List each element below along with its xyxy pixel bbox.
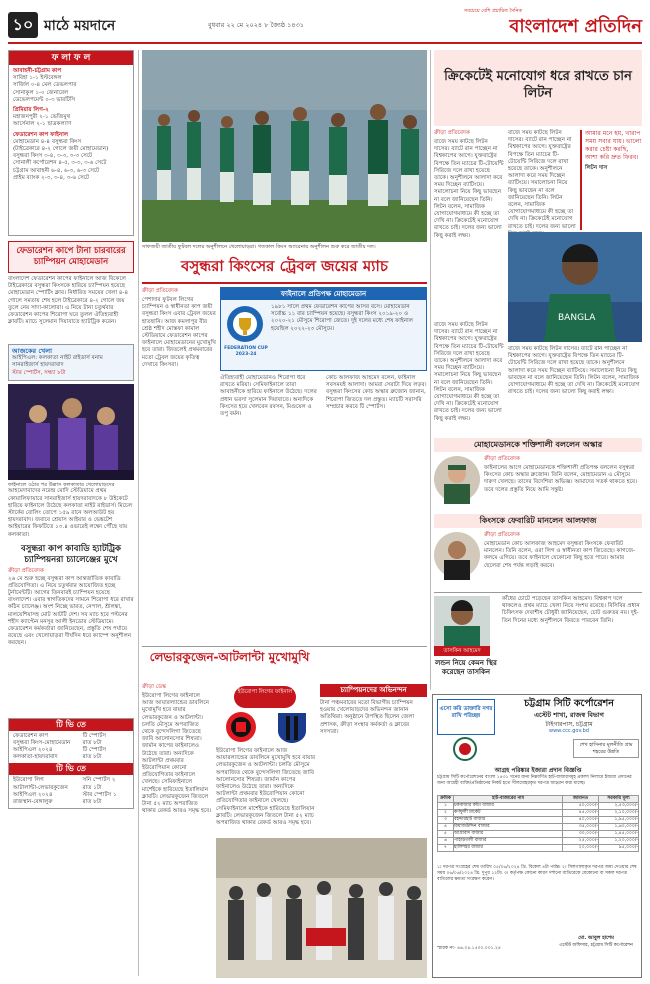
table-cell: ১,২০,০০০/- <box>599 838 639 845</box>
ad-terms: ১। দরপত্র সংগ্রহের শেষ তারিখ ০৫/০৬/২০২৪ খ্রি. বিকেল ৪টা পর্যন্ত। ২। সিলগালাকৃত দরপত্র জমা দেওয়ার শেষ সময় ০৬/০৬/২০২৪ খ্রি. দুপুর ১২টা। ৩। কর্তৃপক্ষ কোনো কারণ দর্শানো ব্যতিরেকে যেকোনো বা সকল দরপত্র বাতিলের ক্ষমতা সংরক্ষণ করেন। <box>437 865 637 882</box>
table-cell: ৬ <box>438 838 454 845</box>
table-cell: চকবাজার কাঁচা বাজার <box>454 803 563 810</box>
oscar-body: ফাইনালের আগে মোহামেডানকে শক্তিশালী প্রতিপক্ষ বললেন বসুন্ধরা কিংসের কোচ অস্কার ব্রুজোন। তিনি বলেন, মোহামেডান এ মৌসুমে দারুণ খেলছে। তাদের বিদেশিরা অভিজ্ঞ। আমাদের সতর্ক থাকতে হবে। তবে দলের প্রস্তুতি নিয়ে আমি সন্তুষ্ট। <box>484 465 637 493</box>
oscar-headline: মোহামেডানকে শক্তিশালী বললেন অস্কার <box>473 440 603 449</box>
litton-headline: ক্রিকেটেই মনোযোগ ধরে রাখতে চান লিটন <box>444 69 632 101</box>
table-cell: পাহাড়তলী বাজার <box>454 838 563 845</box>
champions-photo <box>216 838 427 978</box>
masthead-logo <box>462 8 642 38</box>
tv-item: আইপিএল ২০২৪ <box>13 746 53 753</box>
litton-quote <box>580 130 642 230</box>
final-info-box <box>220 287 427 371</box>
table-cell: ১,৯৫,০০০/- <box>599 817 639 824</box>
cricketer-image <box>508 232 642 342</box>
brand-tagline: সবচেয়ে বেশি প্রচারিত দৈনিক <box>463 8 522 14</box>
leverkusen-body-2: ইউরোপা লিগের ফাইনালে আজ আয়ারল্যান্ডের ডাবলিনে মুখোমুখি হবে বায়ার লেভারকুজেন ও আটলান্টা। চলতি মৌসুমে অপরাজিত থেকে বুন্দেসলিগা জিতেছে জাবি আলোনসোর শিষ্যরা। জার্মান কাপের ফাইনালেও উঠেছে তারা। অন্যদিকে আটলান্টা প্রথমবার ইউরোপিয়ান কোনো প্রতিযোগিতার ফাইনালে খেলছে। সেমিফাইনালে মার্শেইকে হারিয়েছে ইতালিয়ান ক্লাবটি। লেভারকুজেন জিতলে টানা ৫২ ম্যাচ অপরাজিত থাকার রেকর্ড আরও সমৃদ্ধ হবে। <box>216 748 316 827</box>
football-team-image <box>142 50 427 242</box>
table-row <box>438 824 639 831</box>
oscar-byline: ক্রীড়া প্রতিবেদক <box>484 456 520 462</box>
result-line: সাবিহা ১-১ ইস্টবেঙ্গল <box>13 75 62 82</box>
tv-item: কলকাতা-হায়দরাবাদ <box>13 754 58 761</box>
final-banner: ফাইনালে প্রতিপক্ষ মোহামেডান <box>221 288 426 300</box>
tv-item: সনি স্পোর্টস ২ <box>82 777 116 784</box>
date-line: বুধবার ২২ মে ২০২৪ ৮ জ্যৈষ্ঠ ১৪৩১ <box>208 21 304 29</box>
alfaz-header <box>434 514 642 528</box>
quote-text: আমার মনে হয়, খারাপ সময় সবার যায়। ভালো করার চেষ্টা করছি, আশা করি দ্রুত ফিরব। <box>585 130 642 161</box>
alfaz-avatar <box>434 532 480 578</box>
oscar-avatar <box>434 456 480 502</box>
tv-list <box>9 731 133 764</box>
ad-small-box: এসো করি ডাক্তারি নগর রাখি পরিচ্ছন্ন <box>437 699 495 735</box>
result-head-3: ফেডারেশন কাপ ফাইনাল <box>13 131 69 138</box>
kkr-photo <box>8 384 134 480</box>
table-cell: ৩ <box>438 817 454 824</box>
alfaz-byline: ক্রীড়া প্রতিবেদক <box>484 532 520 538</box>
ceremony-image <box>216 838 427 978</box>
table-cell: ২৫,০০০/- <box>563 838 599 845</box>
table-row <box>438 831 639 838</box>
team-photo-caption: সাফজয়ী জাতীয় ফুটবল দলের অনুশীলনে খেলোয়াড়রা। গতকাল কিংস অ্যারেনায় অনুশীলন শুরু করে জাতীয় দল। <box>142 244 376 250</box>
jersey-text: BANGLA <box>558 313 596 323</box>
leverkusen-byline: ক্রীড়া ডেস্ক <box>142 684 167 690</box>
champions-body: টানা পঞ্চমবারের মতো বিভাগীয় চ্যাম্পিয়ন হওয়ায় খেলোয়াড়দের অভিনন্দন জানান অতিথিরা। অনুষ্ঠানে উপস্থিত ছিলেন জেলা প্রশাসক, ক্রীড়া সংস্থার কর্মকর্তা ও ক্লাবের সদস্যরা। <box>320 700 415 735</box>
ad-slogan: শেখ হাসিনার মূলনীতি গ্রাম শহরের উন্নতি <box>573 739 639 758</box>
main-body-3: কোচ আলফাজ আহমেদ বলেন, ফাইনাল সবসময়ই আলাদা। আমরা সেরাটা দিয়ে লড়ব। বসুন্ধরা কিংসের কোচ অস্কার ব্রুজোন জানান, শিরোপা জিততে দল প্রস্তুত। ম্যাচটি সরাসরি সম্প্রচার করবে টি স্পোর্টস। <box>326 375 427 410</box>
result-line: মোহামেডান ৪-৪ বসুন্ধরা কিংস <box>13 138 82 145</box>
alfaz-headline: কিংসকে ফেবারিট মানলেন আলফাজ <box>479 516 597 525</box>
table-col: হাট-বাজারের নাম <box>454 796 563 803</box>
europa-final-badge: ইউরোপা লিগের ফাইনাল <box>234 686 296 708</box>
tv-title-2: টি ভি তে <box>9 763 133 775</box>
main-headline: বসুন্ধরা কিংসের ট্রেবল জয়ের ম্যাচ <box>181 257 388 275</box>
table-cell: আগ্রাবাদ বাজার <box>454 831 563 838</box>
table-cell: ২,৫৩,০০০/- <box>599 803 639 810</box>
table-cell: বহদ্দারহাট বাজার <box>454 817 563 824</box>
tv-item: টি স্পোর্টস <box>82 746 107 753</box>
result-line: সার্জিল ০-৪ মেল ডেভলপার <box>13 82 77 89</box>
celebration-image <box>8 384 134 480</box>
litton-byline: ক্রীড়া প্রতিবেদক <box>434 130 470 136</box>
table-cell: ২০,০০০/- <box>563 845 599 852</box>
ad-signature-block <box>553 935 639 949</box>
tv-item: টি স্পোর্টস <box>82 732 107 739</box>
table-cell: ১ <box>438 803 454 810</box>
page-number: ১০ <box>8 12 38 38</box>
tv-item: রাত ৮টা <box>82 798 102 805</box>
table-col: সরকারি মূল্য <box>599 796 639 803</box>
result-line: মহাজনপুরী ২-১ ভেজিমুথ <box>13 114 71 121</box>
ad-memo: স্মারক নং- ৪৬.০৪.১৫০০.০০১.২৪ <box>437 946 501 951</box>
city-corporation-ad <box>432 694 642 978</box>
result-line: আর্সেনাল ২-১ ছাত্রকল্যাণ <box>13 121 72 128</box>
results-list <box>9 65 133 185</box>
table-cell: ১,৬০,০০০/- <box>599 824 639 831</box>
main-col-2 <box>220 375 320 639</box>
today-match-box <box>8 344 134 381</box>
litton-photo <box>508 232 642 342</box>
result-line: বসুন্ধরা কিংস ৩-৪, ৩-৩, ৩-৩ সেটে <box>13 153 93 160</box>
kabaddi-headline: বসুন্ধরা কাপ কাবাডি হ্যাটট্রিক চ্যাম্পিয়নরা চ্যালেঞ্জের মুখে <box>20 544 121 566</box>
ad-signature-name: মো. আবুল হাশেম <box>578 935 614 941</box>
results-box <box>8 50 134 236</box>
team-photo <box>142 50 427 242</box>
story-body: বাংলাদেশ ফেডারেশন কাপের ফাইনালে আজ বিকেলে টাইব্রেকারে বসুন্ধরা কিংসকে হারিয়ে চ্যাম্পিয়ন হয়েছে মোহামেডান স্পোর্টিং ক্লাব। নির্ধারিত সময়ের খেলা ৪-৪ গোলে সমতায় শেষ হলে টাইব্রেকারে ৪-২ গোলে জয় তুলে নেয় সাদা-কালোরা। এ নিয়ে টানা চতুর্থবার ফেডারেশন কাপের শিরোপা ঘরে তুলল ঐতিহ্যবাহী ক্লাবটি। ম্যাচে সুলেমান দিয়াবাতে হ্যাটট্রিক করেন। <box>8 276 129 326</box>
tv-item: রাত ১টা <box>82 784 102 791</box>
litton-body-4: বাজে সময় কাটছে লিটন দাসের। ব্যাটে রান পাচ্ছেন না বিশ্বকাপের আগে। যুক্তরাষ্ট্রের বিপক্ষে তিন ম্যাচের টি-টোয়েন্টি সিরিজে দলে রাখা হয়েছে তাকে। অনুশীলনে আলাদা করে সময় দিচ্ছেন ব্যাটিংয়ে। সমালোচনা নিয়ে কিছু ভাবছেন না বলে জানিয়েছেন তিনি। লিটন বলেন, সামাজিক যোগাযোগমাধ্যমে কী হচ্ছে তা দেখি না। ক্রিকেটেই মনোযোগ রাখতে চাই। দলের জন্য ভালো কিছু করাই লক্ষ্য। <box>508 346 640 396</box>
result-line: সোনাকুল ১-০ জেনারেল <box>13 89 69 96</box>
oscar-header <box>434 438 642 452</box>
divider <box>142 646 427 647</box>
page-header <box>8 8 642 44</box>
tv-title: টি ভি তে <box>9 719 133 731</box>
table-cell: ৯৫,০০০/- <box>599 845 639 852</box>
main-body-2: ঐতিহ্যবাহী মোহামেডানও শিরোপা ধরে রাখতে মরিয়া। সেমিফাইনালে তারা আবাহনীকে হারিয়ে ফাইনালে উঠেছে। দলের প্রধান ভরসা সুলেমান দিয়াবাতে। অন্যদিকে কিংসের হয়ে খেলবেন রবসন, মিগুয়েল ও তপু বর্মন। <box>220 375 317 418</box>
tv-item: রাত ৮টা <box>82 739 102 746</box>
section-title: মাঠে ময়দানে <box>44 18 116 34</box>
result-line: প্রাইম ব্যাংক ২-৩, ৩-৪, ৩-৬ সেটে <box>13 174 90 181</box>
ad-table <box>437 795 639 852</box>
column-divider <box>430 50 431 690</box>
today-title: আজকের খেলা <box>12 347 53 355</box>
litton-body-3: বাজে সময় কাটছে লিটন দাসের। ব্যাটে রান পাচ্ছেন না বিশ্বকাপের আগে। যুক্তরাষ্ট্রের বিপক্ষে তিন ম্যাচের টি-টোয়েন্টি সিরিজে দলে রাখা হয়েছে তাকে। অনুশীলনে আলাদা করে সময় দিচ্ছেন ব্যাটিংয়ে। সমালোচনা নিয়ে কিছু ভাবছেন না বলে জানিয়েছেন তিনি। লিটন বলেন, সামাজিক যোগাযোগমাধ্যমে কী হচ্ছে তা দেখি না। ক্রিকেটেই মনোযোগ রাখতে চাই। দলের জন্য ভালো কিছু করাই লক্ষ্য। <box>434 322 504 422</box>
headline-rule <box>142 282 427 284</box>
tv-list-2 <box>9 775 133 808</box>
ad-intro: চট্টগ্রাম সিটি কর্পোরেশনের বাংলা ১৪৩১ সনের জন্য নিম্নবর্ণিত হাট-বাজারসমূহ প্রকাশ্য নিলামে ইজারা প্রদানের জন্য আগ্রহী ব্যক্তি/প্রতিষ্ঠানের নিকট হতে সীলমোহরকৃত দরপত্র আহ্বান করা যাচ্ছে। <box>437 775 632 786</box>
litton-header <box>434 50 642 126</box>
result-line: সোনালী কর্পোরেশন ৪-৫, ৩-৩, ৩-৬ সেটে <box>13 160 107 167</box>
table-col: জামানত <box>563 796 599 803</box>
ad-place: টাইগারপাস, চট্টগ্রাম <box>545 721 593 728</box>
ad-signature-title: এস্টেট অফিসার, চট্টগ্রাম সিটি কর্পোরেশন <box>559 943 633 948</box>
table-row <box>438 845 639 852</box>
table-cell: রিয়াজউদ্দিন বাজার <box>454 824 563 831</box>
table-cell: ৫০,০০০/- <box>563 803 599 810</box>
club-crests <box>216 684 316 744</box>
main-byline: ক্রীড়া প্রতিবেদক <box>142 288 178 294</box>
today-channel: স্টার স্পোর্টস, সন্ধ্যা ৮টা <box>12 369 66 376</box>
ad-notice: আগ্রহ পরিষ্কার ইজারা প্রদান বিজ্ঞপ্তি <box>494 767 582 774</box>
left-column <box>8 50 134 809</box>
table-cell: ৭ <box>438 845 454 852</box>
quote-author: লিটন দাস <box>585 165 608 171</box>
today-line: আইপিএল: কলকাতা নাইট রাইডার্স বনাম সানরাইজার্স হায়দরাবাদ <box>12 355 103 369</box>
table-cell: ৪ <box>438 824 454 831</box>
table-cell: ২ <box>438 810 454 817</box>
result-line: ডেভেলপমেন্ট ০-৩ ভারটিসি <box>13 96 76 103</box>
main-col-1 <box>142 297 216 639</box>
tv-item: রাত ৮টা <box>82 754 102 761</box>
litton-body-2: বাজে সময় কাটছে লিটন দাসের। ব্যাটে রান পাচ্ছেন না বিশ্বকাপের আগে। যুক্তরাষ্ট্রের বিপক্ষে তিন ম্যাচের টি-টোয়েন্টি সিরিজে দলে রাখা হয়েছে তাকে। অনুশীলনে আলাদা করে সময় দিচ্ছেন ব্যাটিংয়ে। সমালোচনা নিয়ে কিছু ভাবছেন না বলে জানিয়েছেন তিনি। লিটন বলেন, সামাজিক যোগাযোগমাধ্যমে কী হচ্ছে তা দেখি না। ক্রিকেটেই মনোযোগ রাখতে চাই। দলের জন্য ভালো <box>508 130 576 230</box>
table-cell: ৫ <box>438 831 454 838</box>
tv-item: আটালান্টা-লেভারকুজেন <box>13 784 68 791</box>
taskin-photo <box>434 596 490 646</box>
table-cell: ৩০,০০০/- <box>563 831 599 838</box>
main-col-3 <box>326 375 427 639</box>
leverkusen-headline: লেভারকুজেন-আটলান্টা মুখোমুখি <box>149 650 310 664</box>
table-cell: ২,১০,০০০/- <box>599 810 639 817</box>
federation-cup-logo <box>225 304 265 344</box>
final-info-text: ১৯৮১ সালে প্রথম ফেডারেশন কাপের আসর বসে। মোহামেডান সর্বোচ্চ ১১ বার চ্যাম্পিয়ন হয়েছে। বসুন্ধরা কিংস ২০১৯-২০ ও ২০২০-২১ মৌসুমে শিরোপা জেতে। দুই দলের মধ্যে শেষ ফাইনাল হয়েছিল ২০২২-২৩ মৌসুমে। <box>271 304 413 332</box>
story-headline: ফেডারেশন কাপে টানা চারবারের চ্যাম্পিয়ন মোহামেডান <box>16 246 126 267</box>
ad-website: www.ccc.gov.bd <box>549 728 589 734</box>
tv-item: ফেডারেশন কাপ <box>13 732 49 739</box>
divider <box>434 592 642 593</box>
results-title: ফ লা ফ ল <box>9 51 133 65</box>
table-row <box>438 817 639 824</box>
kkr-caption: ফাইনালে ওঠার পর উল্লাস কলকাতার খেলোয়াড়দের <box>8 481 115 488</box>
tv-item: স্টার স্পোর্টস ১ <box>82 791 117 798</box>
tv-box <box>8 718 134 810</box>
ad-title: চট্টগ্রাম সিটি কর্পোরেশন <box>524 698 614 709</box>
column-divider <box>138 50 139 976</box>
tv-item: বসুন্ধরা কিংস-মোহামেডান <box>13 739 71 746</box>
tv-item: আইপিএল ২০২৪ <box>13 791 53 798</box>
table-cell: ৪০,০০০/- <box>563 817 599 824</box>
table-row <box>438 810 639 817</box>
result-head-2: প্রিমিয়ার লিগ-২ <box>13 107 49 114</box>
result-head-1: আবাহনী-চট্টগ্রাম কাপ <box>13 68 62 74</box>
taskin-headline: লন্ডন নিয়ে কেমন স্থির করেছেন তাসকিন <box>435 659 497 676</box>
table-cell: ৪৫,০০০/- <box>563 810 599 817</box>
result-line: (টাইব্রেকারে ৪-২ গোলে জয়ী মোহামেডান) <box>13 146 109 153</box>
team-crest-icons <box>216 710 316 744</box>
table-row <box>438 803 639 810</box>
kabaddi-byline: ক্রীড়া প্রতিবেদক <box>8 568 44 575</box>
table-col: ক্রমিক <box>438 796 454 803</box>
table-header <box>438 796 639 803</box>
ipl-body: আহমেদাবাদের নরেন্দ্র মোদি স্টেডিয়ামে প্রথম কোয়ালিফায়ারে সানরাইজার্স হায়দরাবাদকে ৮ উইকেটে হারিয়ে ফাইনালে উঠেছে কলকাতা নাইট রাইডার্স। মিচেল স্টার্কের বোলিং তোপে ১৫৯ রানে অলআউট হয় হায়দরাবাদ। জবাবে শ্রেয়াস আইয়ার ও ভেঙ্কটেশ আইয়ারের ফিফটিতে ১৩.৪ ওভারেই লক্ষ্যে পৌঁছে যায় কলকাতা। <box>8 488 133 538</box>
cup-label: FEDERATION CUP 2023-24 <box>224 346 268 357</box>
litton-body-1: বাজে সময় কাটছে লিটন দাসের। ব্যাটে রান পাচ্ছেন না বিশ্বকাপের আগে। যুক্তরাষ্ট্রের বিপক্ষে তিন ম্যাচের টি-টোয়েন্টি সিরিজে দলে রাখা হয়েছে তাকে। অনুশীলনে আলাদা করে সময় দিচ্ছেন ব্যাটিংয়ে। সমালোচনা নিয়ে কিছু ভাবছেন না বলে জানিয়েছেন তিনি। লিটন বলেন, সামাজিক যোগাযোগমাধ্যমে কী হচ্ছে তা দেখি না। ক্রিকেটেই মনোযোগ রাখতে চাই। দলের জন্য ভালো কিছু করাই লক্ষ্য। <box>434 139 504 239</box>
main-body-1: পেশাদার ফুটবল লিগের চ্যাম্পিয়ন ও স্বাধীনতা কাপ জয়ী বসুন্ধরা কিংস এবার ট্রেবল জয়ের হাতছানি। আজ কমলাপুর বীর শ্রেষ্ঠ শহীদ মোস্তফা কামাল স্টেডিয়ামে ফেডারেশন কাপের ফাইনালে মোহামেডানের মুখোমুখি হবে তারা। জিতলেই প্রথমবারের মতো ট্রেবল জয়ের কৃতিত্ব দেখাবে কিংসরা। <box>142 297 216 368</box>
leverkusen-body: ইউরোপা লিগের ফাইনালে আজ আয়ারল্যান্ডের ডাবলিনে মুখোমুখি হবে বায়ার লেভারকুজেন ও আটলান্টা। চলতি মৌসুমে অপরাজিত থেকে বুন্দেসলিগা জিতেছে জাবি আলোনসোর শিষ্যরা। জার্মান কাপের ফাইনালেও উঠেছে তারা। অন্যদিকে আটলান্টা প্রথমবার ইউরোপিয়ান কোনো প্রতিযোগিতার ফাইনালে খেলছে। সেমিফাইনালে মার্শেইকে হারিয়েছে ইতালিয়ান ক্লাবটি। লেভারকুজেন জিতলে টানা ৫২ ম্যাচ অপরাজিত থাকার রেকর্ড আরও সমৃদ্ধ হবে। <box>142 693 212 815</box>
story-federation-cup <box>8 241 134 273</box>
table-cell: ৩৫,০০০/- <box>563 824 599 831</box>
brand-name: বাংলাদেশ প্রতিদিন <box>509 16 642 37</box>
kabaddi-body: ২৬ মে শুরু হচ্ছে বসুন্ধরা কাপ আন্তর্জাতিক কাবাডি প্রতিযোগিতা। এ নিয়ে চতুর্থবার আয়োজিত হচ্ছে টুর্নামেন্টটি। আগের তিনবারই চ্যাম্পিয়ন হয়েছে বাংলাদেশ। এবার স্বাগতিকদের সামনে শিরোপা ধরে রাখার কঠিন চ্যালেঞ্জ। অংশ নিচ্ছে ভারত, নেপাল, শ্রীলঙ্কা, মালয়েশিয়াসহ মোট আটটি দেশ। সব ম্যাচ হবে পল্টনের শহীদ ক্যাপ্টেন মনসুর আলী ইনডোর স্টেডিয়ামে। ফেডারেশন কর্মকর্তারা জানিয়েছেন, প্রস্তুতি শেষ পর্যায়ে রয়েছে এবং খেলোয়াড়রা দীর্ঘদিন ধরে ক্যাম্পে অনুশীলন করছেন। <box>8 575 134 647</box>
taskin-name: তাসকিন আহমেদ <box>434 646 490 656</box>
tv-item: ইউরোপা লিগ <box>13 777 44 784</box>
ad-subtitle: এস্টেট শাখা, রাজস্ব বিভাগ <box>534 711 604 719</box>
champions-headline: চ্যাম্পিয়নদের অভিনন্দন <box>320 684 427 697</box>
table-cell: কর্ণফুলী মার্কেট <box>454 810 563 817</box>
corporation-logo-icon <box>453 737 477 761</box>
table-cell: হালিশহর বাজার <box>454 845 563 852</box>
result-line: চট্টগ্রাম আবাহনী ৬-৪, ৬-৩, ৬-৩ সেটে <box>13 167 100 174</box>
tv-item: রাজস্থান-বেঙ্গালুরু <box>13 798 53 805</box>
taskin-body: কাঁধের চোটে পড়েছেন তাসকিন আহমেদ। বিশ্বকাপ দলে থাকলেও প্রথম ম্যাচে খেলা নিয়ে সংশয় রয়েছে। বিসিবির প্রধান চিকিৎসক দেবাশীষ চৌধুরী জানিয়েছেন, চোট গুরুতর নয়। দুই-তিন দিনের মধ্যে অনুশীলনে ফিরতে পারবেন তিনি। <box>502 596 640 624</box>
table-cell: ১,৪৫,০০০/- <box>599 831 639 838</box>
table-row <box>438 838 639 845</box>
alfaz-body: মোহামেডান কোচ আলফাজ আহমেদ বসুন্ধরা কিংসকে ফেবারিট মানলেন। তিনি বলেন, ওরা লিগ ও স্বাধীনতা কাপ জিতেছে। কাগজে-কলমে এগিয়ে। তবে ফাইনালে যেকোনো কিছু হতে পারে। আমার ছেলেরা শেষ পর্যন্ত লড়াই করবে। <box>484 541 635 569</box>
